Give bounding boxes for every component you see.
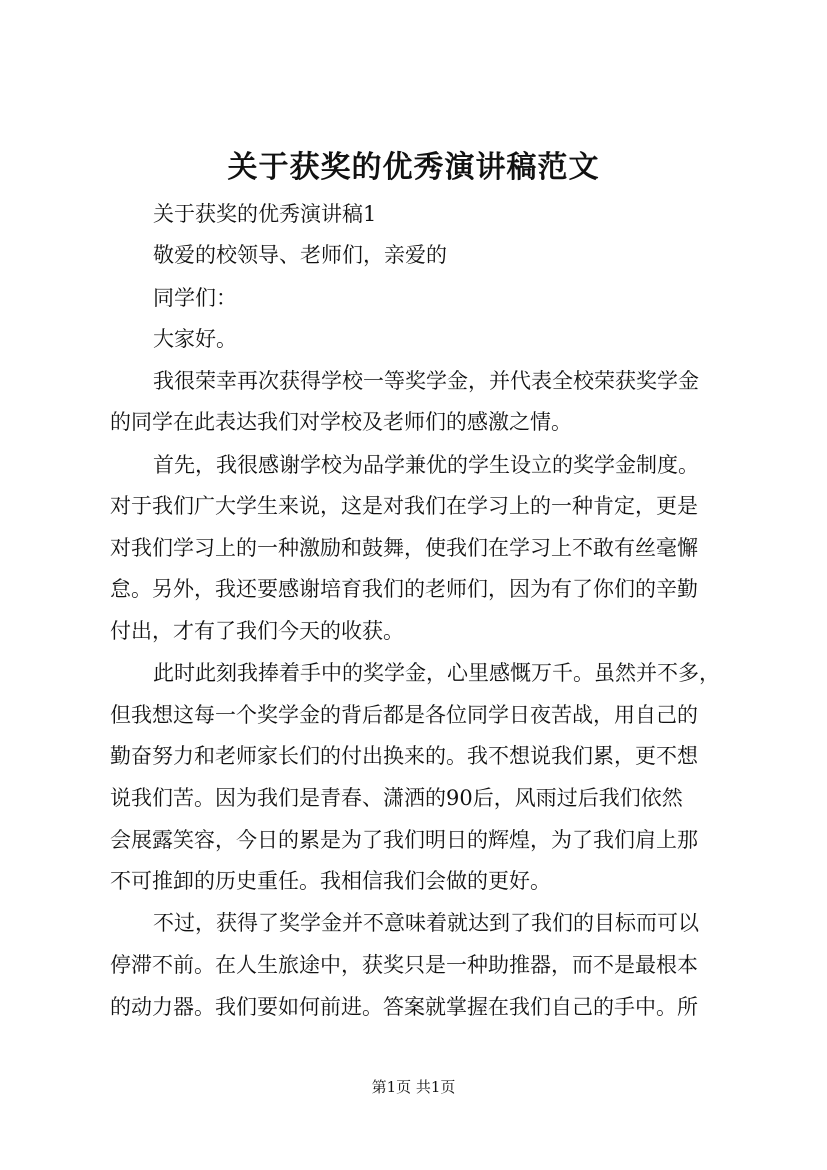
- text-line: 敬爱的校领导、老师们，亲爱的: [153, 243, 447, 267]
- text-line: 说我们苦。因为我们是青春、潇洒的90后，风雨过后我们依然: [110, 786, 683, 810]
- text-line: 的同学在此表达我们对学校及老师们的感激之情。: [110, 410, 572, 434]
- text-line: 关于获奖的优秀演讲稿1: [153, 202, 377, 226]
- text-line: 付出，才有了我们今天的收获。: [110, 619, 404, 643]
- text-line: 大家好。: [153, 327, 237, 351]
- text-line: 的动力器。我们要如何前进。答案就掌握在我们自己的手中。所: [110, 995, 698, 1019]
- page-footer: 第1页 共1页: [371, 1078, 456, 1096]
- text-line: 同学们：: [153, 286, 237, 310]
- text-line: 不可推卸的历史重任。我相信我们会做的更好。: [110, 869, 551, 893]
- text-line: 此时此刻我捧着手中的奖学金，心里感慨万千。虽然并不多，: [153, 661, 720, 685]
- text-line: 怠。另外，我还要感谢培育我们的老师们，因为有了你们的辛勤: [110, 577, 698, 601]
- text-line: 停滞不前。在人生旅途中，获奖只是一种助推器，而不是最根本: [110, 953, 698, 977]
- text-line: 对于我们广大学生来说，这是对我们在学习上的一种肯定，更是: [110, 494, 698, 518]
- text-line: 勤奋努力和老师家长们的付出换来的。我不想说我们累，更不想: [110, 744, 698, 768]
- text-line: 我很荣幸再次获得学校一等奖学金，并代表全校荣获奖学金: [153, 369, 699, 393]
- text-line: 不过，获得了奖学金并不意味着就达到了我们的目标而可以: [153, 911, 699, 935]
- text-line: 但我想这每一个奖学金的背后都是各位同学日夜苦战，用自己的: [110, 703, 698, 727]
- page-title: 关于获奖的优秀演讲稿范文: [227, 150, 600, 185]
- text-line: 会展露笑容，今日的累是为了我们明日的辉煌，为了我们肩上那: [110, 828, 698, 852]
- text-line: 首先，我很感谢学校为品学兼优的学生设立的奖学金制度。: [153, 453, 699, 477]
- text-line: 对我们学习上的一种激励和鼓舞，使我们在学习上不敢有丝毫懈: [110, 536, 698, 560]
